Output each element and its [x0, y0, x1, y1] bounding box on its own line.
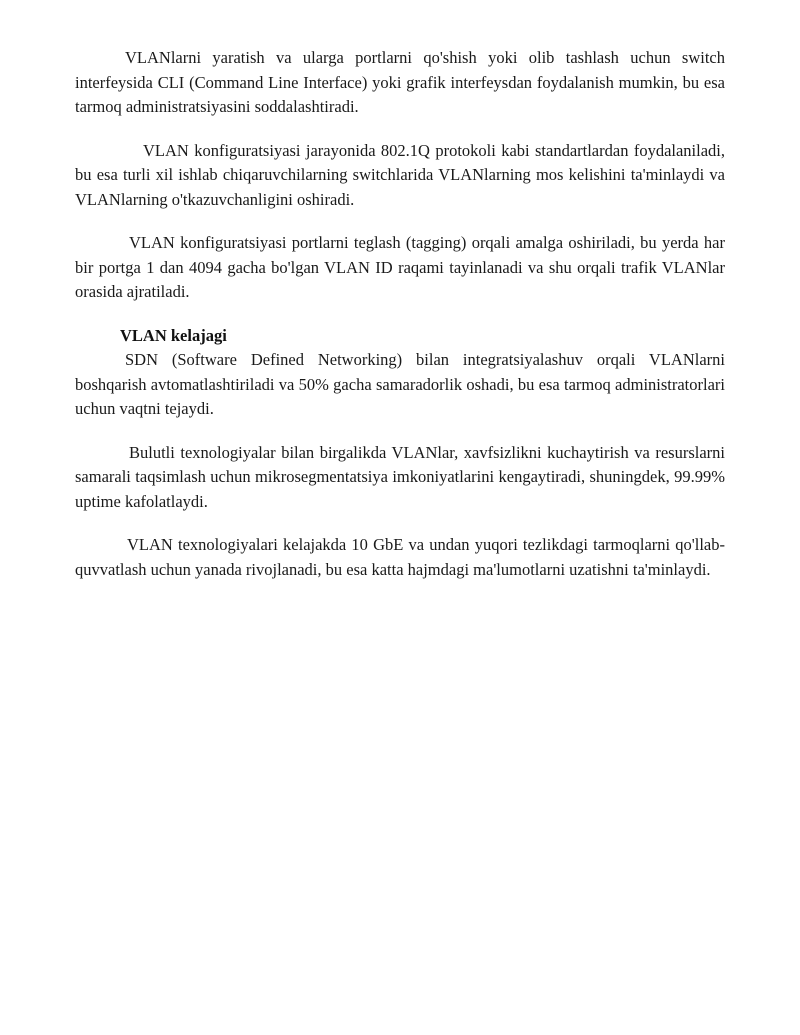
paragraph-future-speed: VLAN texnologiyalari kelajakda 10 GbE va undan yuqori tezlikdagi tarmoqlarni qo'llab-quvvatlash uchun yanada rivojlanadi, bu esa katta hajmdagi ma'lumotlarni uzatishni ta'minlaydi.	[75, 535, 725, 579]
paragraph-vlan-tagging: VLAN konfiguratsiyasi portlarni teglash (tagging) orqali amalga oshiriladi, bu yerda har bir portga 1 dan 4094 gacha bo'lgan VLAN ID raqami tayinlanadi va shu orqali trafik VLANlar orasida ajratiladi.	[75, 233, 725, 301]
section-heading: VLAN kelajagi	[120, 325, 227, 345]
document-body	[75, 46, 725, 601]
paragraph-vlan-creation: VLANlarni yaratish va ularga portlarni qo'shish yoki olib tashlash uchun switch interfeysida CLI (Command Line Interface) yoki grafik interfeysdan foydalanish mumkin, bu esa tarmoq administratsiyasini soddalashtiradi.	[75, 48, 725, 116]
paragraph-vlan-standards: VLAN konfiguratsiyasi jarayonida 802.1Q protokoli kabi standartlardan foydalaniladi, bu esa turli xil ishlab chiqaruvchilarning switchlarida VLANlarning mos kelishini ta'minlaydi va VLANlarning o'tkazuvchanligini oshiradi.	[75, 140, 725, 209]
paragraph-cloud: Bulutli texnologiyalar bilan birgalikda VLANlar, xavfsizlikni kuchaytirish va resurslarni samarali taqsimlash uchun mikrosegmentatsiya imkoniyatlarini kengaytiradi, shuningdek, 99.99% uptime kafolatlaydi.	[75, 442, 725, 511]
paragraph-sdn: SDN (Software Defined Networking) bilan integratsiyalashuv orqali VLANlarni boshqarish avtomatlashtiriladi va 50% gacha samaradorlik oshadi, bu esa tarmoq administratorlari uchun vaqtni tejaydi.	[75, 350, 725, 418]
